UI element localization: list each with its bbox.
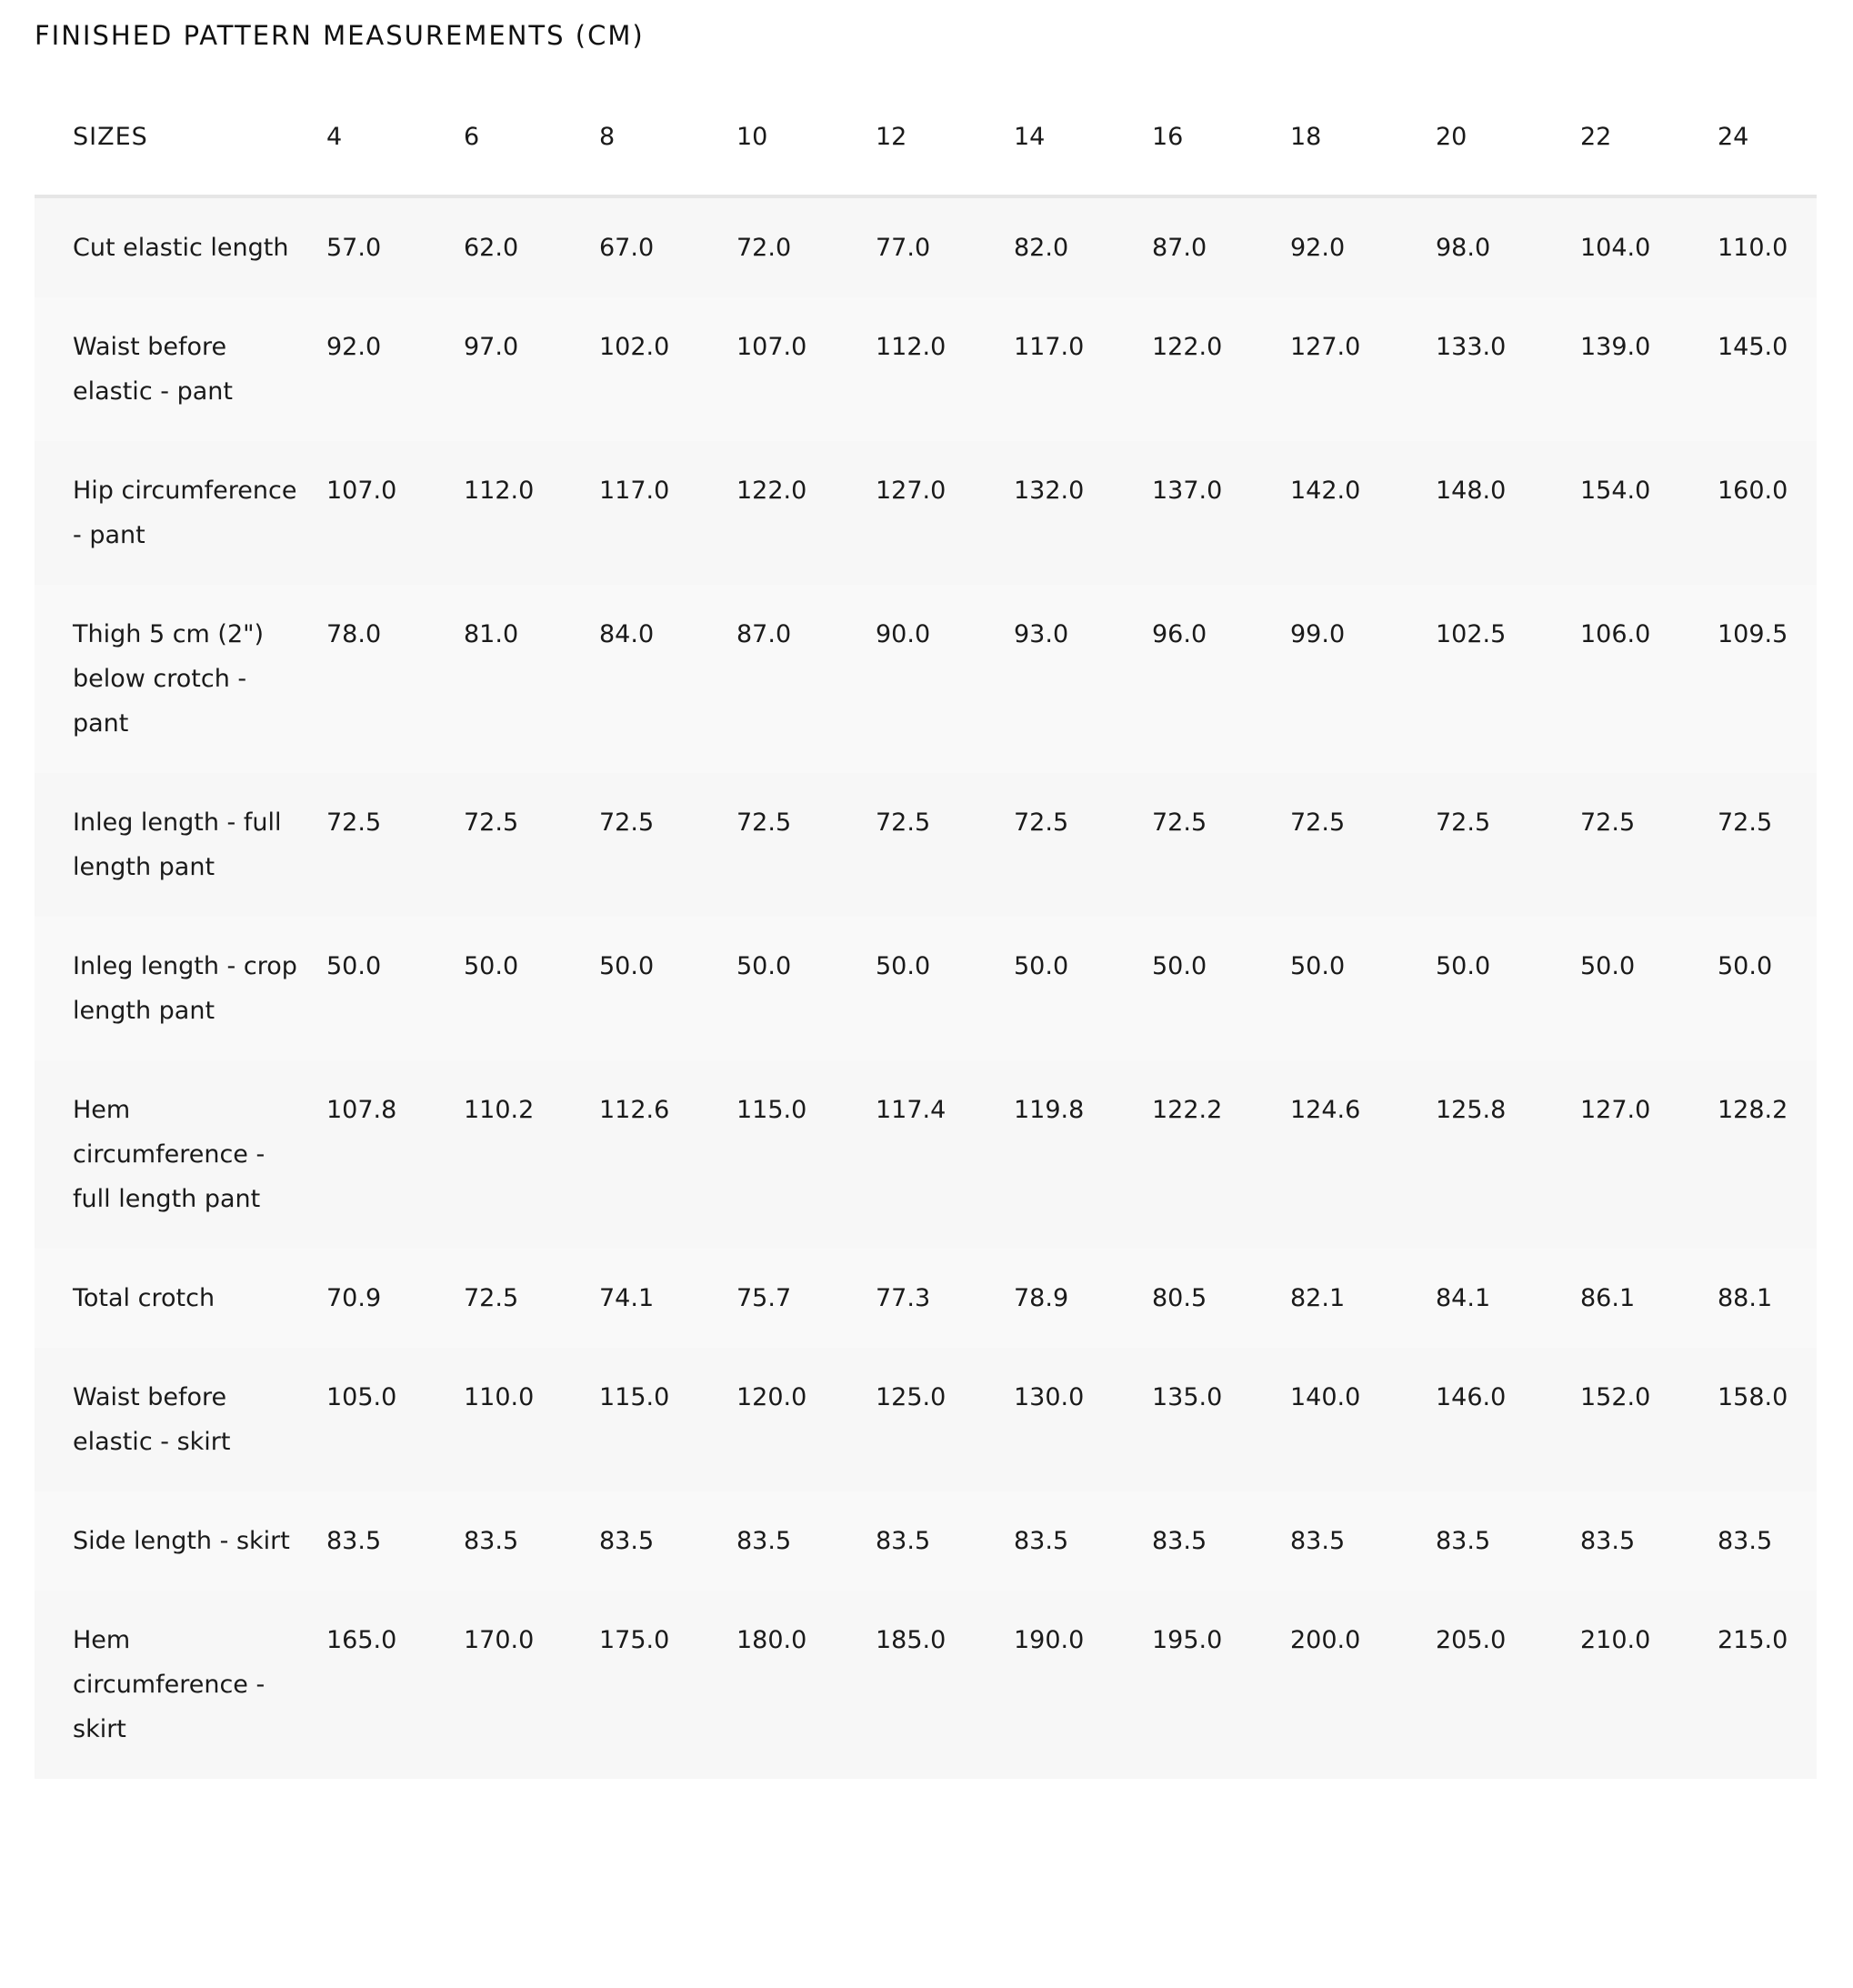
- measurement-cell: 92.0: [326, 297, 464, 441]
- measurement-cell: 67.0: [599, 196, 736, 297]
- table-row: [35, 1249, 1817, 1348]
- measurement-cell: 135.0: [1152, 1348, 1290, 1491]
- measurement-cell: 83.5: [1290, 1491, 1436, 1591]
- measurement-cell: 99.0: [1290, 585, 1436, 773]
- measurement-cell: 93.0: [1014, 585, 1152, 773]
- measurement-cell: 215.0: [1718, 1591, 1817, 1779]
- measurement-cell: 84.0: [599, 585, 736, 773]
- row-label: Cut elastic length: [35, 196, 326, 297]
- table-body: [35, 196, 1817, 1779]
- measurement-cell: 110.0: [1718, 196, 1817, 297]
- measurement-cell: 78.0: [326, 585, 464, 773]
- measurement-cell: 83.5: [1580, 1491, 1718, 1591]
- table-row: [35, 1491, 1817, 1591]
- measurement-cell: 50.0: [1718, 917, 1817, 1060]
- table-row: [35, 441, 1817, 585]
- row-label: Thigh 5 cm (2") below crotch - pant: [35, 585, 326, 773]
- row-label: Hem circumference - skirt: [35, 1591, 326, 1779]
- measurement-cell: 148.0: [1436, 441, 1580, 585]
- measurement-cell: 81.0: [464, 585, 599, 773]
- table-row: [35, 1060, 1817, 1249]
- measurement-cell: 72.5: [1014, 773, 1152, 917]
- measurement-cell: 137.0: [1152, 441, 1290, 585]
- size-header-12: 12: [876, 78, 1014, 196]
- measurement-cell: 90.0: [876, 585, 1014, 773]
- measurement-cell: 83.5: [1014, 1491, 1152, 1591]
- measurement-cell: 72.5: [876, 773, 1014, 917]
- measurement-cell: 72.5: [326, 773, 464, 917]
- measurement-cell: 122.2: [1152, 1060, 1290, 1249]
- measurement-cell: 165.0: [326, 1591, 464, 1779]
- measurement-cell: 205.0: [1436, 1591, 1580, 1779]
- size-header-18: 18: [1290, 78, 1436, 196]
- measurement-cell: 77.0: [876, 196, 1014, 297]
- measurement-cell: 88.1: [1718, 1249, 1817, 1348]
- measurement-cell: 50.0: [1290, 917, 1436, 1060]
- measurement-cell: 127.0: [1580, 1060, 1718, 1249]
- table-row: [35, 297, 1817, 441]
- measurement-cell: 102.0: [599, 297, 736, 441]
- table-row: [35, 1591, 1817, 1779]
- row-label: Hip circumference - pant: [35, 441, 326, 585]
- header-row: [35, 78, 1817, 196]
- measurement-cell: 50.0: [326, 917, 464, 1060]
- measurement-cell: 140.0: [1290, 1348, 1436, 1491]
- row-label: Side length - skirt: [35, 1491, 326, 1591]
- size-header-10: 10: [736, 78, 876, 196]
- measurement-cell: 50.0: [464, 917, 599, 1060]
- measurement-cell: 87.0: [1152, 196, 1290, 297]
- measurement-cell: 115.0: [736, 1060, 876, 1249]
- measurement-cell: 98.0: [1436, 196, 1580, 297]
- measurement-cell: 83.5: [1718, 1491, 1817, 1591]
- size-header-8: 8: [599, 78, 736, 196]
- measurement-cell: 190.0: [1014, 1591, 1152, 1779]
- measurement-cell: 83.5: [1436, 1491, 1580, 1591]
- measurement-cell: 70.9: [326, 1249, 464, 1348]
- measurement-cell: 50.0: [1152, 917, 1290, 1060]
- table-row: [35, 196, 1817, 297]
- table-row: [35, 917, 1817, 1060]
- measurement-cell: 133.0: [1436, 297, 1580, 441]
- measurement-cell: 72.5: [464, 1249, 599, 1348]
- measurement-cell: 102.5: [1436, 585, 1580, 773]
- measurement-cell: 127.0: [1290, 297, 1436, 441]
- measurement-cell: 72.0: [736, 196, 876, 297]
- measurement-cell: 109.5: [1718, 585, 1817, 773]
- measurement-cell: 119.8: [1014, 1060, 1152, 1249]
- measurement-cell: 139.0: [1580, 297, 1718, 441]
- measurement-cell: 112.0: [464, 441, 599, 585]
- measurement-cell: 50.0: [599, 917, 736, 1060]
- size-header-4: 4: [326, 78, 464, 196]
- measurement-cell: 97.0: [464, 297, 599, 441]
- measurement-cell: 96.0: [1152, 585, 1290, 773]
- measurement-cell: 83.5: [464, 1491, 599, 1591]
- measurement-cell: 104.0: [1580, 196, 1718, 297]
- measurement-cell: 158.0: [1718, 1348, 1817, 1491]
- measurement-cell: 160.0: [1718, 441, 1817, 585]
- measurement-cell: 83.5: [599, 1491, 736, 1591]
- measurement-cell: 72.5: [1436, 773, 1580, 917]
- measurement-cell: 117.4: [876, 1060, 1014, 1249]
- row-label: Waist before elastic - pant: [35, 297, 326, 441]
- measurement-cell: 83.5: [326, 1491, 464, 1591]
- measurement-cell: 152.0: [1580, 1348, 1718, 1491]
- measurement-cell: 112.6: [599, 1060, 736, 1249]
- sizes-header: SIZES: [35, 78, 326, 196]
- measurement-cell: 72.5: [1290, 773, 1436, 917]
- measurement-cell: 124.6: [1290, 1060, 1436, 1249]
- measurement-cell: 57.0: [326, 196, 464, 297]
- measurement-cell: 50.0: [1580, 917, 1718, 1060]
- measurement-cell: 195.0: [1152, 1591, 1290, 1779]
- measurement-cell: 80.5: [1152, 1249, 1290, 1348]
- measurement-cell: 72.5: [1152, 773, 1290, 917]
- measurement-cell: 83.5: [736, 1491, 876, 1591]
- measurement-cell: 110.0: [464, 1348, 599, 1491]
- measurement-cell: 83.5: [876, 1491, 1014, 1591]
- measurement-cell: 107.8: [326, 1060, 464, 1249]
- measurement-cell: 82.1: [1290, 1249, 1436, 1348]
- row-label: Waist before elastic - skirt: [35, 1348, 326, 1491]
- row-label: Inleg length - crop length pant: [35, 917, 326, 1060]
- measurement-cell: 72.5: [736, 773, 876, 917]
- measurement-cell: 82.0: [1014, 196, 1152, 297]
- measurement-cell: 175.0: [599, 1591, 736, 1779]
- measurement-cell: 145.0: [1718, 297, 1817, 441]
- measurement-cell: 210.0: [1580, 1591, 1718, 1779]
- size-header-16: 16: [1152, 78, 1290, 196]
- measurement-cell: 87.0: [736, 585, 876, 773]
- measurement-cell: 50.0: [1014, 917, 1152, 1060]
- measurement-cell: 75.7: [736, 1249, 876, 1348]
- measurement-cell: 130.0: [1014, 1348, 1152, 1491]
- measurement-cell: 120.0: [736, 1348, 876, 1491]
- measurement-cell: 106.0: [1580, 585, 1718, 773]
- size-header-24: 24: [1718, 78, 1817, 196]
- measurement-cell: 122.0: [736, 441, 876, 585]
- size-header-14: 14: [1014, 78, 1152, 196]
- measurement-cell: 170.0: [464, 1591, 599, 1779]
- measurement-cell: 50.0: [736, 917, 876, 1060]
- measurement-cell: 112.0: [876, 297, 1014, 441]
- table-row: [35, 1348, 1817, 1491]
- table-row: [35, 773, 1817, 917]
- measurement-cell: 117.0: [1014, 297, 1152, 441]
- measurement-cell: 200.0: [1290, 1591, 1436, 1779]
- measurement-cell: 125.8: [1436, 1060, 1580, 1249]
- measurement-cell: 78.9: [1014, 1249, 1152, 1348]
- measurement-cell: 122.0: [1152, 297, 1290, 441]
- measurement-cell: 117.0: [599, 441, 736, 585]
- measurement-cell: 142.0: [1290, 441, 1436, 585]
- measurement-cell: 86.1: [1580, 1249, 1718, 1348]
- row-label: Total crotch: [35, 1249, 326, 1348]
- measurement-cell: 154.0: [1580, 441, 1718, 585]
- measurement-cell: 83.5: [1152, 1491, 1290, 1591]
- size-header-6: 6: [464, 78, 599, 196]
- size-header-20: 20: [1436, 78, 1580, 196]
- measurement-cell: 50.0: [876, 917, 1014, 1060]
- measurement-cell: 180.0: [736, 1591, 876, 1779]
- measurement-cell: 110.2: [464, 1060, 599, 1249]
- measurement-cell: 92.0: [1290, 196, 1436, 297]
- measurement-cell: 132.0: [1014, 441, 1152, 585]
- measurement-cell: 50.0: [1436, 917, 1580, 1060]
- measurement-cell: 62.0: [464, 196, 599, 297]
- size-header-22: 22: [1580, 78, 1718, 196]
- measurement-cell: 74.1: [599, 1249, 736, 1348]
- measurement-cell: 105.0: [326, 1348, 464, 1491]
- measurement-cell: 72.5: [1580, 773, 1718, 917]
- table-header: [35, 78, 1817, 196]
- measurements-table: [35, 78, 1817, 1779]
- page-title: FINISHED PATTERN MEASUREMENTS (CM): [35, 20, 645, 51]
- measurement-cell: 72.5: [1718, 773, 1817, 917]
- measurement-cell: 77.3: [876, 1249, 1014, 1348]
- table-row: [35, 585, 1817, 773]
- measurement-cell: 72.5: [599, 773, 736, 917]
- row-label: Inleg length - full length pant: [35, 773, 326, 917]
- measurement-cell: 127.0: [876, 441, 1014, 585]
- measurement-cell: 72.5: [464, 773, 599, 917]
- measurement-cell: 125.0: [876, 1348, 1014, 1491]
- measurement-cell: 107.0: [736, 297, 876, 441]
- measurement-cell: 185.0: [876, 1591, 1014, 1779]
- measurement-cell: 84.1: [1436, 1249, 1580, 1348]
- measurement-cell: 128.2: [1718, 1060, 1817, 1249]
- measurement-cell: 115.0: [599, 1348, 736, 1491]
- row-label: Hem circumference - full length pant: [35, 1060, 326, 1249]
- measurement-cell: 107.0: [326, 441, 464, 585]
- measurement-cell: 146.0: [1436, 1348, 1580, 1491]
